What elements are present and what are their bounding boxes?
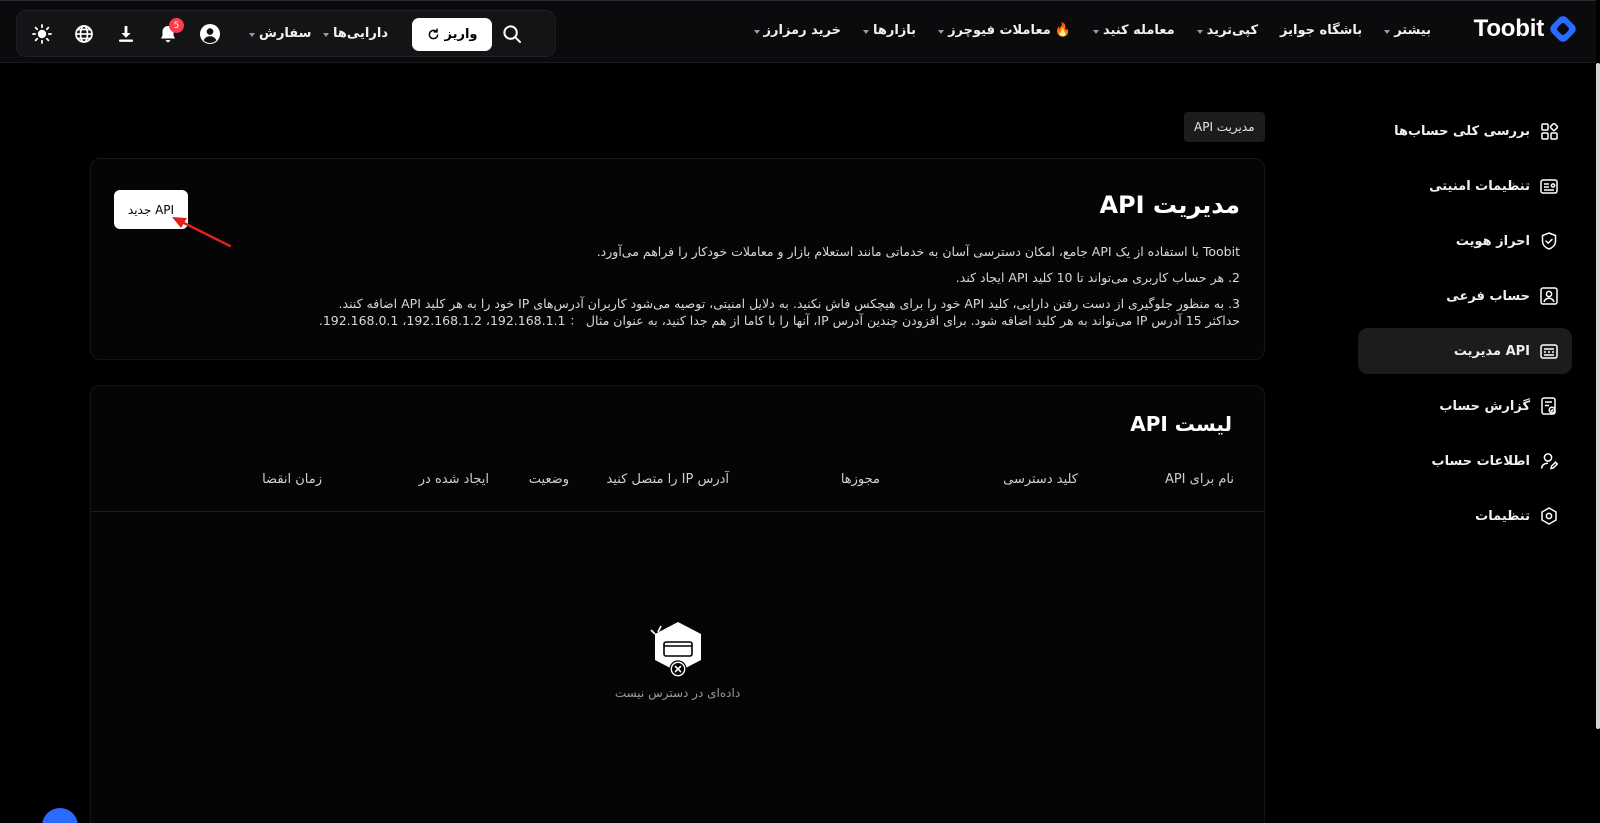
- column-permissions: مجوزها: [840, 472, 880, 487]
- fire-icon: 🔥: [1054, 23, 1071, 38]
- settings-icon: [1540, 507, 1558, 525]
- column-expiry: زمان انقضا: [262, 472, 322, 487]
- annotation-arrow-icon: [170, 216, 232, 248]
- toolbar: [16, 10, 556, 57]
- sidebar-item-overview[interactable]: بررسی کلی حساب‌ها: [1358, 108, 1572, 154]
- nav-buy-crypto[interactable]: خرید رمزارز: [754, 23, 841, 38]
- chevron-down-icon: [1093, 30, 1099, 34]
- new-api-button[interactable]: API جدید: [114, 190, 188, 229]
- brand-logo[interactable]: [1474, 15, 1576, 43]
- info-paragraph-2: 2. هر حساب کاربری می‌تواند تا 10 کلید API ایجاد کند.: [955, 270, 1240, 285]
- sidebar-item-api-management[interactable]: مدیریت API: [1358, 328, 1572, 374]
- sidebar-item-security[interactable]: تنظیمات امنیتی: [1358, 163, 1572, 209]
- brand-name: Toobit: [1473, 15, 1544, 42]
- sub-account-icon: [1540, 287, 1558, 305]
- sidebar-item-account-info[interactable]: اطلاعات حساب: [1358, 438, 1572, 484]
- id-card-icon: [1540, 177, 1558, 195]
- empty-state-text: داده‌ای در دسترس نیست: [614, 686, 741, 700]
- chevron-down-icon: [938, 30, 944, 34]
- avatar-icon[interactable]: [199, 23, 221, 45]
- orders-menu[interactable]: سفارش: [249, 26, 311, 41]
- chevron-down-icon: [249, 33, 255, 37]
- api-info-card: [90, 158, 1265, 360]
- api-list-title: لیست API: [1130, 412, 1232, 436]
- notification-bell-icon[interactable]: [157, 20, 180, 45]
- sidebar-item-verification[interactable]: احراز هویت: [1358, 218, 1572, 264]
- chevron-down-icon: [863, 30, 869, 34]
- empty-box-icon: [649, 620, 707, 680]
- nav-futures[interactable]: 🔥 معاملات فیوچرز: [938, 23, 1071, 38]
- assets-menu[interactable]: دارایی‌ها: [323, 26, 388, 41]
- grid-icon: [1540, 122, 1558, 140]
- chevron-down-icon: [754, 30, 760, 34]
- report-icon: [1540, 397, 1558, 415]
- nav-copy-trade[interactable]: کپی‌ترید: [1197, 23, 1258, 38]
- help-chat-button[interactable]: [42, 808, 78, 823]
- sidebar-item-account-report[interactable]: گزارش حساب: [1358, 383, 1572, 429]
- toobit-logo-icon: [1548, 14, 1578, 44]
- nav-markets[interactable]: بازارها: [863, 23, 916, 38]
- api-list-card: [90, 385, 1265, 823]
- api-table-header: [91, 472, 1264, 512]
- sidebar-item-settings[interactable]: تنظیمات: [1358, 493, 1572, 539]
- language-globe-icon[interactable]: [73, 23, 95, 45]
- info-paragraph-4: حداکثر 15 آدرس IP می‌تواند به هر کلید اضافه شود. برای افزودن چندین آدرس IP، آنها را با کاما از هم جدا کنید، به عنوان مثال ： 192.168.1.1، 192.168.1.2، 192.168.0.1.: [318, 313, 1240, 328]
- column-created-at: ایجاد شده در: [418, 472, 489, 487]
- chevron-down-icon: [1197, 30, 1203, 34]
- api-icon: [1540, 342, 1558, 360]
- column-bind-ip: آدرس IP را متصل کنید: [606, 472, 729, 487]
- chevron-down-icon: [1384, 30, 1390, 34]
- nav-rewards-club[interactable]: باشگاه جوایز: [1280, 23, 1363, 38]
- sidebar-item-sub-account[interactable]: حساب فرعی: [1358, 273, 1572, 319]
- notification-badge: 5: [169, 18, 184, 33]
- page-title: مدیریت API: [1099, 191, 1240, 219]
- theme-toggle-sun-icon[interactable]: [31, 23, 53, 45]
- column-status: وضعیت: [528, 472, 569, 487]
- download-icon[interactable]: [115, 23, 137, 45]
- nav-more[interactable]: بیشتر: [1384, 23, 1431, 38]
- column-access-key: کلید دسترسی: [1003, 472, 1078, 487]
- breadcrumb: مدیریت API: [1184, 112, 1265, 142]
- refresh-icon: [427, 28, 440, 41]
- shield-icon: [1540, 232, 1558, 250]
- nav-trade[interactable]: معامله کنید: [1093, 23, 1175, 38]
- main-nav: [754, 23, 1431, 38]
- info-paragraph-3: 3. به منظور جلوگیری از دست رفتن دارایی، کلید API خود را برای هیچکس فاش نکنید. به دلایل امنیتی، توصیه می‌شود کاربران آدرس‌های IP خود را به هر کلید API اضافه کنند.: [338, 296, 1240, 311]
- info-paragraph-1: Toobit با استفاده از یک API جامع، امکان دسترسی آسان به خدماتی مانند استعلام بازار و معاملات خودکار را فراهم می‌آورد.: [596, 244, 1240, 259]
- chevron-down-icon: [323, 33, 329, 37]
- user-edit-icon: [1540, 452, 1558, 470]
- search-icon[interactable]: [501, 23, 523, 45]
- top-navbar: [0, 0, 1596, 63]
- account-sidebar: [1358, 108, 1572, 548]
- empty-state: [91, 620, 1264, 700]
- deposit-button[interactable]: واریز: [412, 18, 492, 51]
- column-api-name: نام برای API: [1164, 472, 1234, 487]
- page-scrollbar[interactable]: [1596, 63, 1600, 729]
